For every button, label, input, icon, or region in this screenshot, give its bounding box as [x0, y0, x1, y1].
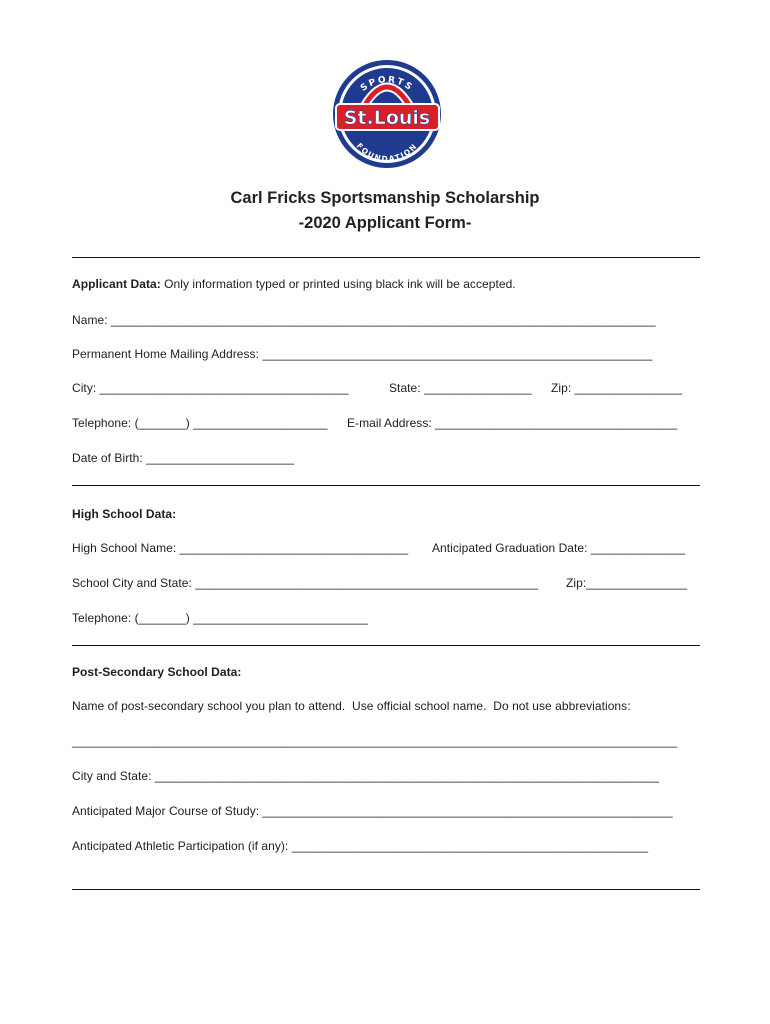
graduation-date-field[interactable]: Anticipated Graduation Date: ______________	[432, 541, 686, 555]
telephone-field[interactable]: Telephone: (_______) ____________________	[72, 416, 328, 430]
date-of-birth-field[interactable]: Date of Birth: ______________________	[72, 451, 295, 465]
applicant-note: Only information typed or printed using black ink will be accepted.	[160, 277, 516, 291]
section-divider-1	[72, 485, 700, 486]
athletic-participation-field[interactable]: Anticipated Athletic Participation (if any): _____________________________________________________	[72, 839, 649, 853]
section-divider-2	[72, 645, 700, 646]
school-city-state-field[interactable]: School City and State: ___________________________________________________	[72, 576, 539, 590]
logo-st-louis-text: St.Louis	[343, 107, 431, 129]
logo-foundation-text: FOUNDATION	[354, 141, 420, 164]
name-field[interactable]: Name: _________________________________________________________________________________	[72, 313, 656, 327]
post-secondary-heading: Post-Secondary School Data:	[72, 665, 242, 679]
major-field[interactable]: Anticipated Major Course of Study: _____________________________________________________________	[72, 804, 673, 818]
post-secondary-school-field[interactable]: __________________________________________________________________________________________	[72, 734, 678, 748]
city-field[interactable]: City: _____________________________________	[72, 381, 349, 395]
form-title: Carl Fricks Sportsmanship Scholarship	[230, 189, 540, 207]
logo-sports-text: SPORTS	[359, 75, 415, 94]
section-divider-3	[72, 889, 700, 890]
high-school-name-field[interactable]: High School Name: __________________________________	[72, 541, 409, 555]
title-divider	[72, 257, 700, 258]
applicant-heading: Applicant Data:	[72, 277, 161, 291]
post-secondary-city-state-field[interactable]: City and State: ___________________________________________________________________________	[72, 769, 660, 783]
zip-field[interactable]: Zip: ________________	[551, 381, 683, 395]
mailing-address-field[interactable]: Permanent Home Mailing Address: __________________________________________________________	[72, 347, 653, 361]
high-school-heading: High School Data:	[72, 507, 177, 521]
school-telephone-field[interactable]: Telephone: (_______) __________________________	[72, 611, 368, 625]
state-field[interactable]: State: ________________	[389, 381, 532, 395]
email-field[interactable]: E-mail Address: ____________________________________	[347, 416, 678, 430]
st-louis-sports-foundation-logo	[330, 58, 445, 170]
form-subtitle: -2020 Applicant Form-	[298, 214, 472, 232]
applicant-section	[72, 277, 516, 291]
post-secondary-school-prompt: Name of post-secondary school you plan to attend. Use official school name. Do not use abbreviations:	[72, 699, 631, 713]
school-zip-field[interactable]: Zip:_______________	[566, 576, 688, 590]
